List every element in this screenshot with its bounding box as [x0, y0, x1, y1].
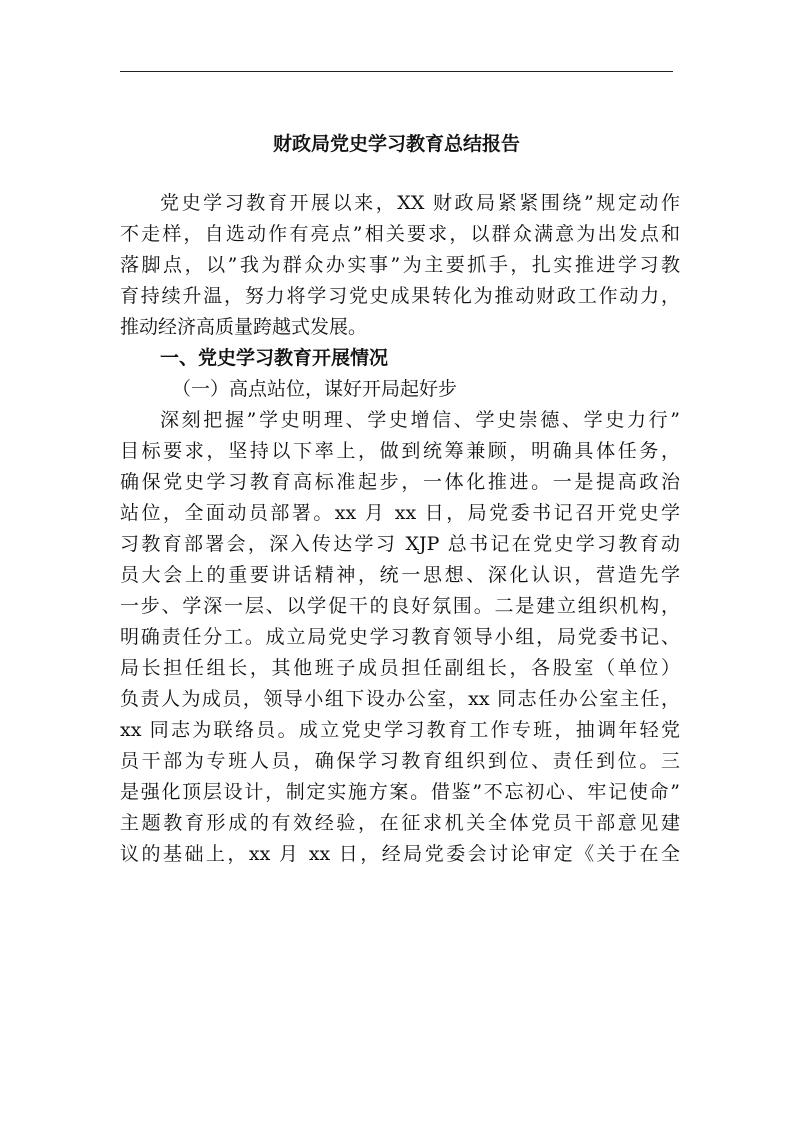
body-line: 局长担任组长，其他班子成员担任副组长，各股室（单位）	[120, 657, 680, 679]
body-line: 员大会上的重要讲话精神，统一思想、深化认识，营造先学	[120, 564, 680, 586]
body-line: 推动经济高质量跨越式发展。	[120, 316, 368, 338]
header-rule	[120, 71, 673, 72]
body-line: 议的基础上，xx 月 xx 日，经局党委会讨论审定《关于在全	[120, 843, 680, 865]
body-line: 深刻把握”学史明理、学史增信、学史崇德、学史力行”	[160, 409, 680, 431]
body-line: 是强化顶层设计，制定实施方案。借鉴”不忘初心、牢记使命”	[120, 781, 680, 803]
body-line: 确保党史学习教育高标准起步，一体化推进。一是提高政治	[120, 471, 680, 493]
body-line: 习教育部署会，深入传达学习 XJP 总书记在党史学习教育动	[120, 533, 680, 555]
section-heading: 一、党史学习教育开展情况	[160, 347, 389, 369]
body-line: 一步、学深一层、以学促干的良好氛围。二是建立组织机构，	[120, 595, 680, 617]
body-line: 党史学习教育开展以来，XX 财政局紧紧围绕”规定动作	[160, 192, 680, 214]
body-line: 站位，全面动员部署。xx 月 xx 日，局党委书记召开党史学	[120, 502, 680, 524]
body-line: 员干部为专班人员，确保学习教育组织到位、责任到位。三	[120, 750, 680, 772]
body-line: 落脚点，以”我为群众办实事”为主要抓手，扎实推进学习教	[120, 254, 680, 276]
document-title: 财政局党史学习教育总结报告	[272, 133, 520, 155]
body-line: 目标要求，坚持以下率上，做到统筹兼顾，明确具体任务，	[120, 440, 680, 462]
body-line: 不走样，自选动作有亮点”相关要求，以群众满意为出发点和	[120, 223, 680, 245]
body-line: xx 同志为联络员。成立党史学习教育工作专班，抽调年轻党	[120, 719, 680, 741]
body-line: 负责人为成员，领导小组下设办公室，xx 同志任办公室主任，	[120, 688, 680, 710]
body-line: 明确责任分工。成立局党史学习教育领导小组，局党委书记、	[120, 626, 680, 648]
subsection-heading: （一）高点站位，谋好开局起好步	[172, 378, 458, 400]
body-line: 育持续升温，努力将学习党史成果转化为推动财政工作动力，	[120, 285, 680, 307]
body-line: 主题教育形成的有效经验，在征求机关全体党员干部意见建	[120, 812, 680, 834]
document-body	[120, 188, 680, 870]
